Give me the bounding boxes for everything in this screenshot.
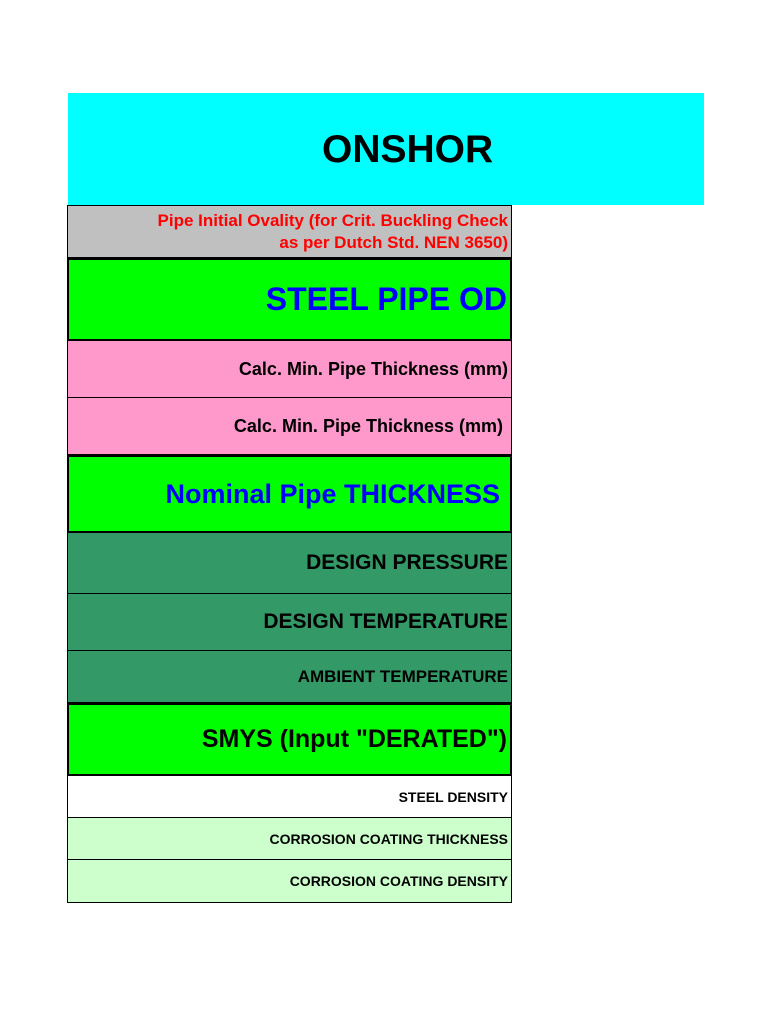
row-label: STEEL PIPE OD	[265, 281, 507, 317]
parameter-table	[67, 205, 512, 903]
row-label: STEEL DENSITY	[398, 788, 508, 805]
row-label: CORROSION COATING THICKNESS	[269, 830, 508, 847]
row-ambient-temperature[interactable]	[67, 651, 512, 703]
row-corrosion-coating-density[interactable]	[67, 860, 512, 903]
page-title: ONSHOR	[322, 128, 494, 171]
row-label-line-2: as per Dutch Std. NEN 3650)	[279, 232, 508, 252]
row-label: SMYS (Input "DERATED")	[201, 725, 507, 753]
row-label: Calc. Min. Pipe Thickness (mm)	[238, 358, 508, 379]
row-ovality[interactable]	[67, 205, 512, 258]
row-smys[interactable]	[67, 703, 512, 776]
row-calc-min-thickness-2[interactable]	[67, 398, 512, 455]
row-nominal-thickness[interactable]	[67, 455, 512, 533]
row-label: AMBIENT TEMPERATURE	[297, 666, 508, 686]
row-label: DESIGN PRESSURE	[306, 551, 508, 574]
row-label-line-1: Pipe Initial Ovality (for Crit. Buckling Check	[157, 210, 508, 230]
row-design-pressure[interactable]	[67, 533, 512, 594]
row-calc-min-thickness-1[interactable]	[67, 341, 512, 398]
row-label: Calc. Min. Pipe Thickness (mm)	[233, 415, 503, 436]
row-label: DESIGN TEMPERATURE	[263, 610, 508, 633]
row-corrosion-coating-thickness[interactable]	[67, 818, 512, 860]
row-design-temperature[interactable]	[67, 594, 512, 651]
row-steel-density[interactable]	[67, 776, 512, 818]
header-banner	[68, 93, 704, 205]
row-steel-pipe-od[interactable]	[67, 258, 512, 341]
row-label: Nominal Pipe THICKNESS	[165, 478, 500, 509]
row-label: CORROSION COATING DENSITY	[289, 873, 508, 889]
